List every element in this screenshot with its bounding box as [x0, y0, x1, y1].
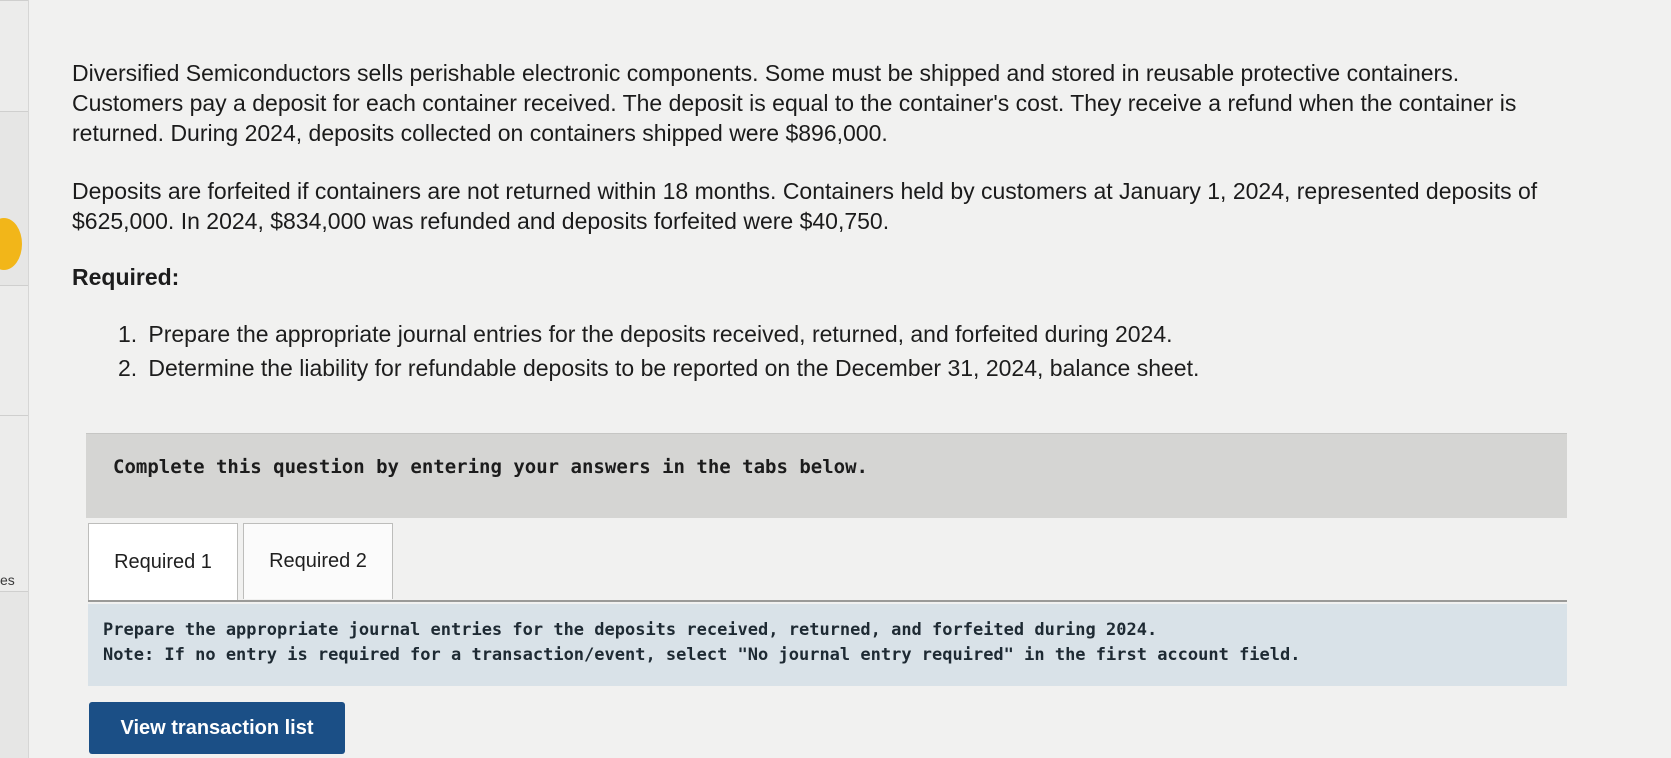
tab-required-2[interactable]: Required 2	[243, 523, 393, 599]
requirement-number: 1.	[118, 321, 138, 347]
tab-divider	[88, 600, 1567, 602]
sidebar-panel	[0, 285, 28, 417]
required-heading: Required:	[72, 264, 180, 290]
requirement-number: 2.	[118, 355, 138, 381]
requirements-list	[118, 317, 1572, 385]
requirement-text: Determine the liability for refundable deposits to be reported on the December 31, 2024, balance sheet.	[148, 355, 1200, 381]
tab-required-1[interactable]: Required 1	[88, 523, 238, 601]
left-sidebar-strip	[0, 0, 29, 758]
sidebar-label: es	[0, 572, 15, 588]
instructions-banner	[86, 433, 1567, 518]
requirement-text: Prepare the appropriate journal entries for the deposits received, returned, and forfeited during 2024.	[148, 321, 1173, 347]
requirement-item	[118, 351, 1572, 385]
problem-paragraph-2: Deposits are forfeited if containers are not returned within 18 months. Containers held by customers at January 1, 2024, represented deposits of $625,000. In 2024, $834,000 was refunded and deposits forfeited were $40,750.	[72, 178, 1538, 234]
tab-instructions	[88, 604, 1567, 686]
problem-statement	[72, 58, 1572, 385]
tab-instruction-text: Prepare the appropriate journal entries for the deposits received, returned, and forfeited during 2024.	[103, 620, 1158, 640]
instructions-text: Complete this question by entering your answers in the tabs below.	[113, 456, 868, 478]
problem-paragraph-1: Diversified Semiconductors sells perishable electronic components. Some must be shipped and stored in reusable protective containers. Customers pay a deposit for each container received. The deposit is equal to the container's cost. They receive a refund when the container is returned. During 2024, deposits collected on containers shipped were $896,000.	[72, 60, 1517, 146]
view-transaction-list-button[interactable]: View transaction list	[89, 702, 345, 754]
requirement-item	[118, 317, 1572, 351]
sidebar-panel	[0, 0, 28, 112]
sidebar-panel	[0, 415, 28, 592]
tab-note-text: Note: If no entry is required for a transaction/event, select "No journal entry required" in the first account field.	[103, 645, 1301, 665]
